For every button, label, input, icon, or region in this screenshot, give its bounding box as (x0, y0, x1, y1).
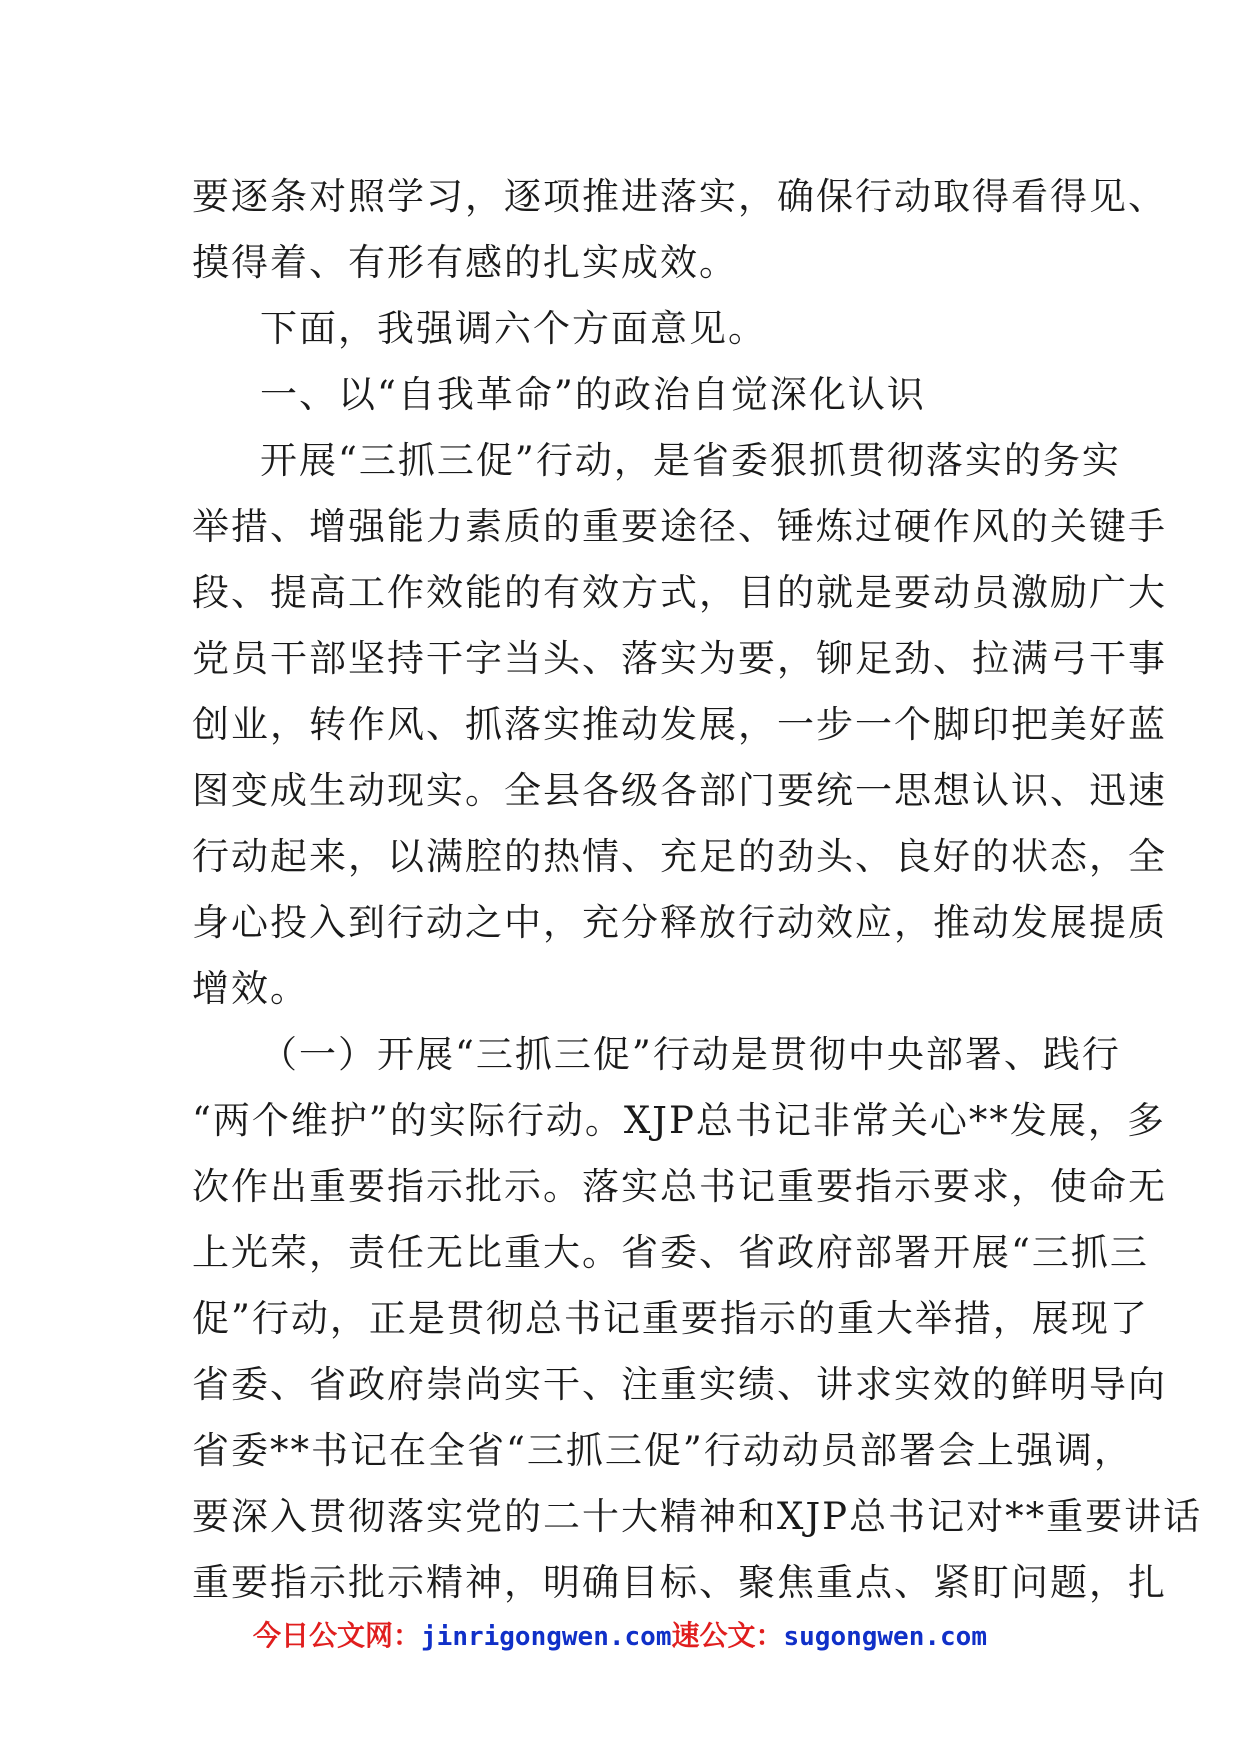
body-line-2: 摸得着、有形有感的扎实成效。 (192, 241, 738, 284)
body-line-1: 要逐条对照学习，逐项推进落实，确保行动取得看得见、 (192, 175, 1167, 218)
body-line-19: 省委、省政府崇尚实干、注重实绩、讲求实效的鲜明导向 (192, 1363, 1167, 1406)
body-line-8: 党员干部坚持干字当头、落实为要，铆足劲、拉满弓干事 (192, 637, 1167, 680)
section-heading-1: 一、以“自我革命”的政治自觉深化认识 (260, 373, 926, 416)
footer-site1-label: 今日公文网： (253, 1619, 422, 1652)
body-line-5: 开展“三抓三促”行动，是省委狠抓贯彻落实的务实 (260, 439, 1121, 482)
body-line-16: 次作出重要指示批示。落实总书记重要指示要求，使命无 (192, 1165, 1167, 1208)
footer-site1-link[interactable]: jinrigongwen.com (421, 1622, 672, 1652)
body-line-7: 段、提高工作效能的有效方式，目的就是要动员激励广大 (192, 571, 1167, 614)
body-line-18: 促”行动，正是贯彻总书记重要指示的重大举措，展现了 (192, 1297, 1149, 1340)
body-line-21: 要深入贯彻落实党的二十大精神和XJP总书记对**重要讲话 (192, 1495, 1203, 1538)
body-line-13: 增效。 (192, 967, 309, 1010)
paragraph-intro: 下面，我强调六个方面意见。 (260, 307, 767, 350)
footer-watermark (0, 1611, 1240, 1661)
body-line-22: 重要指示批示精神，明确目标、聚焦重点、紧盯问题，扎 (192, 1561, 1167, 1604)
body-line-20: 省委**书记在全省“三抓三促”行动动员部署会上强调， (192, 1429, 1133, 1472)
body-line-15: “两个维护”的实际行动。XJP总书记非常关心**发展，多 (192, 1099, 1166, 1142)
body-line-12: 身心投入到行动之中，充分释放行动效应，推动发展提质 (192, 901, 1167, 944)
body-line-17: 上光荣，责任无比重大。省委、省政府部署开展“三抓三 (192, 1231, 1149, 1274)
footer-site2-link[interactable]: sugongwen.com (783, 1622, 987, 1652)
subsection-heading-1: （一）开展“三抓三促”行动是贯彻中央部署、践行 (260, 1033, 1121, 1076)
body-line-11: 行动起来，以满腔的热情、充足的劲头、良好的状态，全 (192, 835, 1167, 878)
footer-site2-label: 速公文： (671, 1619, 784, 1652)
body-line-10: 图变成生动现实。全县各级各部门要统一思想认识、迅速 (192, 769, 1167, 812)
body-line-6: 举措、增强能力素质的重要途径、锤炼过硬作风的关键手 (192, 505, 1167, 548)
document-body (192, 164, 1203, 1616)
body-line-9: 创业，转作风、抓落实推动发展，一步一个脚印把美好蓝 (192, 703, 1167, 746)
